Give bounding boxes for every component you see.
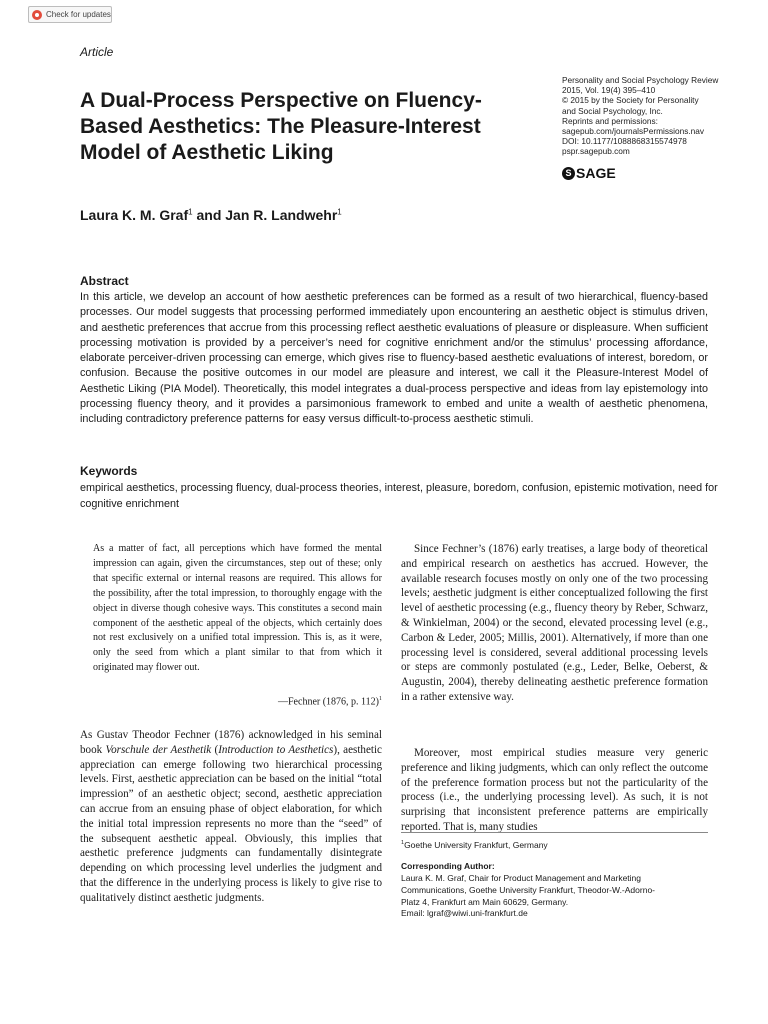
sage-icon: S xyxy=(562,167,575,180)
book-title: Vorschule der Aesthetik xyxy=(105,743,212,756)
affiliation-text: Goethe University Frankfurt, Germany xyxy=(404,840,548,850)
copyright-line-1: © 2015 by the Society for Personality xyxy=(562,95,699,106)
corresponding-line: Communications, Goethe University Frankfurt, Theodor-W.-Adorno- xyxy=(401,884,655,895)
body-paragraph-3: Moreover, most empirical studies measure very generic preference and liking judgments, which can only reflect the outcome of the preference formation process but not the particularity of the process (i.e., the underlying processing level). As such, it is not surprising that inconsistent preference patterns are empirically reported. That is, many studies xyxy=(401,747,708,833)
body-paragraph-intro xyxy=(80,728,382,906)
author-name: Laura K. M. Graf xyxy=(80,207,189,223)
reprints-label: Reprints and permissions: xyxy=(562,115,658,126)
body-text: As Gustav Theodor Fechner (1876) acknowledged in his seminal book xyxy=(80,729,382,756)
journal-volume: 2015, Vol. 19(4) 395–410 xyxy=(562,85,656,96)
author-list xyxy=(80,207,342,223)
body-text: ( xyxy=(211,743,219,756)
sage-logo-text: SAGE xyxy=(576,165,616,181)
author-affiliation-mark: 1 xyxy=(337,207,342,217)
epigraph-citation-text: —Fechner (1876, p. 112) xyxy=(278,696,379,708)
article-title: A Dual-Process Perspective on Fluency-Based Aesthetics: The Pleasure-Interest Model of Aesthetic Liking xyxy=(80,89,482,164)
author-joiner: and xyxy=(192,207,226,223)
affiliation-footnote xyxy=(401,840,548,850)
keywords-text: empirical aesthetics, processing fluency, dual-process theories, interest, pleasure, boredom, confusion, epistemic motivation, need for cognitive enrichment xyxy=(80,482,718,510)
update-icon xyxy=(32,10,42,20)
corresponding-line: Laura K. M. Graf, Chair for Product Management and Marketing xyxy=(401,873,642,883)
body-text: ), aesthetic appreciation can emerge following two hierarchical processing levels. First, aesthetic appreciation can be based on the initial “total impression” of an aesthetic object; second, aesthetic appreciation can accrue from an ensuing phase of object elaboration, for which the initial total impression represents no more than the “seed” of the subsequent aesthetic appeal. Obviously, this implies that aesthetic preference judgments can fundamentally disintegrate depending on which processing level underlies the judgment and that the difference in the underlying process is likely to give rise to qualitatively distinct aesthetic judgments. xyxy=(80,743,382,904)
article-type-label: Article xyxy=(80,45,114,59)
affiliation-mark: 1 xyxy=(401,840,405,847)
corresponding-author-details xyxy=(401,873,721,920)
abstract-heading: Abstract xyxy=(80,274,129,288)
check-for-updates-label: Check for updates xyxy=(46,10,111,19)
corresponding-email[interactable]: Email: lgraf@wiwi.uni-frankfurt.de xyxy=(401,908,528,919)
journal-name: Personality and Social Psychology Review xyxy=(562,75,719,85)
corresponding-author-heading: Corresponding Author: xyxy=(401,861,495,871)
journal-info xyxy=(562,75,742,157)
keywords-heading: Keywords xyxy=(80,464,138,478)
epigraph-citation xyxy=(250,696,382,707)
check-for-updates-badge[interactable] xyxy=(28,6,112,23)
footnote-mark: 1 xyxy=(379,696,382,702)
body-paragraph-2: Since Fechner’s (1876) early treatises, a large body of theoretical and empirical research on aesthetics has accrued. However, the available research focuses mostly on only one of the two processing levels; aesthetic judgment is either conceptualized following the first level of aesthetic processing (e.g., fluency theory by Reber, Schwarz, & Winkielman, 2004) or the second, elevated processing level (e.g., Carbon & Leder, 2005; Millis, 2001). Alternatively, if more than one processing level is considered, several additional processing levels or steps are commonly postulated (e.g., Leder, Belke, Oeberst, & Augustin, 2004), thereby delineating aesthetic preference formation in a rather extensive way. xyxy=(401,543,708,703)
book-title-translation: Introduction to Aesthetics xyxy=(218,743,334,756)
author-name: Jan R. Landwehr xyxy=(225,207,338,223)
permissions-link[interactable]: sagepub.com/journalsPermissions.nav xyxy=(562,126,705,137)
copyright-line-2: and Social Psychology, Inc. xyxy=(562,105,663,116)
epigraph-quote: As a matter of fact, all perceptions which have formed the mental impression can again, given the circumstances, step out of these; only that specific external or internal reasons are required. This allows for the possibility, after the total impression, to thoroughly engage with the object in diverse though cohesive ways. This constitutes a second main component of the aesthetic appeal of the objects, which certainly does not rest exclusively on a unified total impression. This is, as it were, only the seed from which a plant similar to that from which it originated may flower out. xyxy=(93,543,382,674)
sage-logo xyxy=(562,165,616,181)
journal-url[interactable]: pspr.sagepub.com xyxy=(562,146,630,157)
corresponding-line: Platz 4, Frankfurt am Main 60629, Germany. xyxy=(401,896,569,907)
doi[interactable]: DOI: 10.1177/1088868315574978 xyxy=(562,136,687,147)
author-affiliation-mark: 1 xyxy=(188,207,193,217)
footnote-divider xyxy=(401,832,708,833)
abstract-text: In this article, we develop an account of how aesthetic preferences can be formed as a result of two hierarchical, fluency-based processes. Our model suggests that processing performed immediately upon encountering an aesthetic object is stimulus driven, and aesthetic preferences that accrue from this processing reflect aesthetic evaluations of pleasure or displeasure. When sufficient processing motivation is provided by a perceiver’s need for cognitive enrichment and/or the stimulus’ processing affordance, elaborate perceiver-driven processing can emerge, which gives rise to fluency-based aesthetic evaluations of interest, boredom, or confusion. Because the positive outcomes in our model are pleasure and interest, we call it the Pleasure-Interest Model of Aesthetic Liking (PIA Model). Theoretically, this model integrates a dual-process perspective and ideas from lay epistemology into processing fluency theory, and it provides a parsimonious framework to embed and unite a wealth of aesthetic phenomena, including contradictory preference patterns for easy versus difficult-to-process aesthetic stimuli. xyxy=(80,291,708,426)
